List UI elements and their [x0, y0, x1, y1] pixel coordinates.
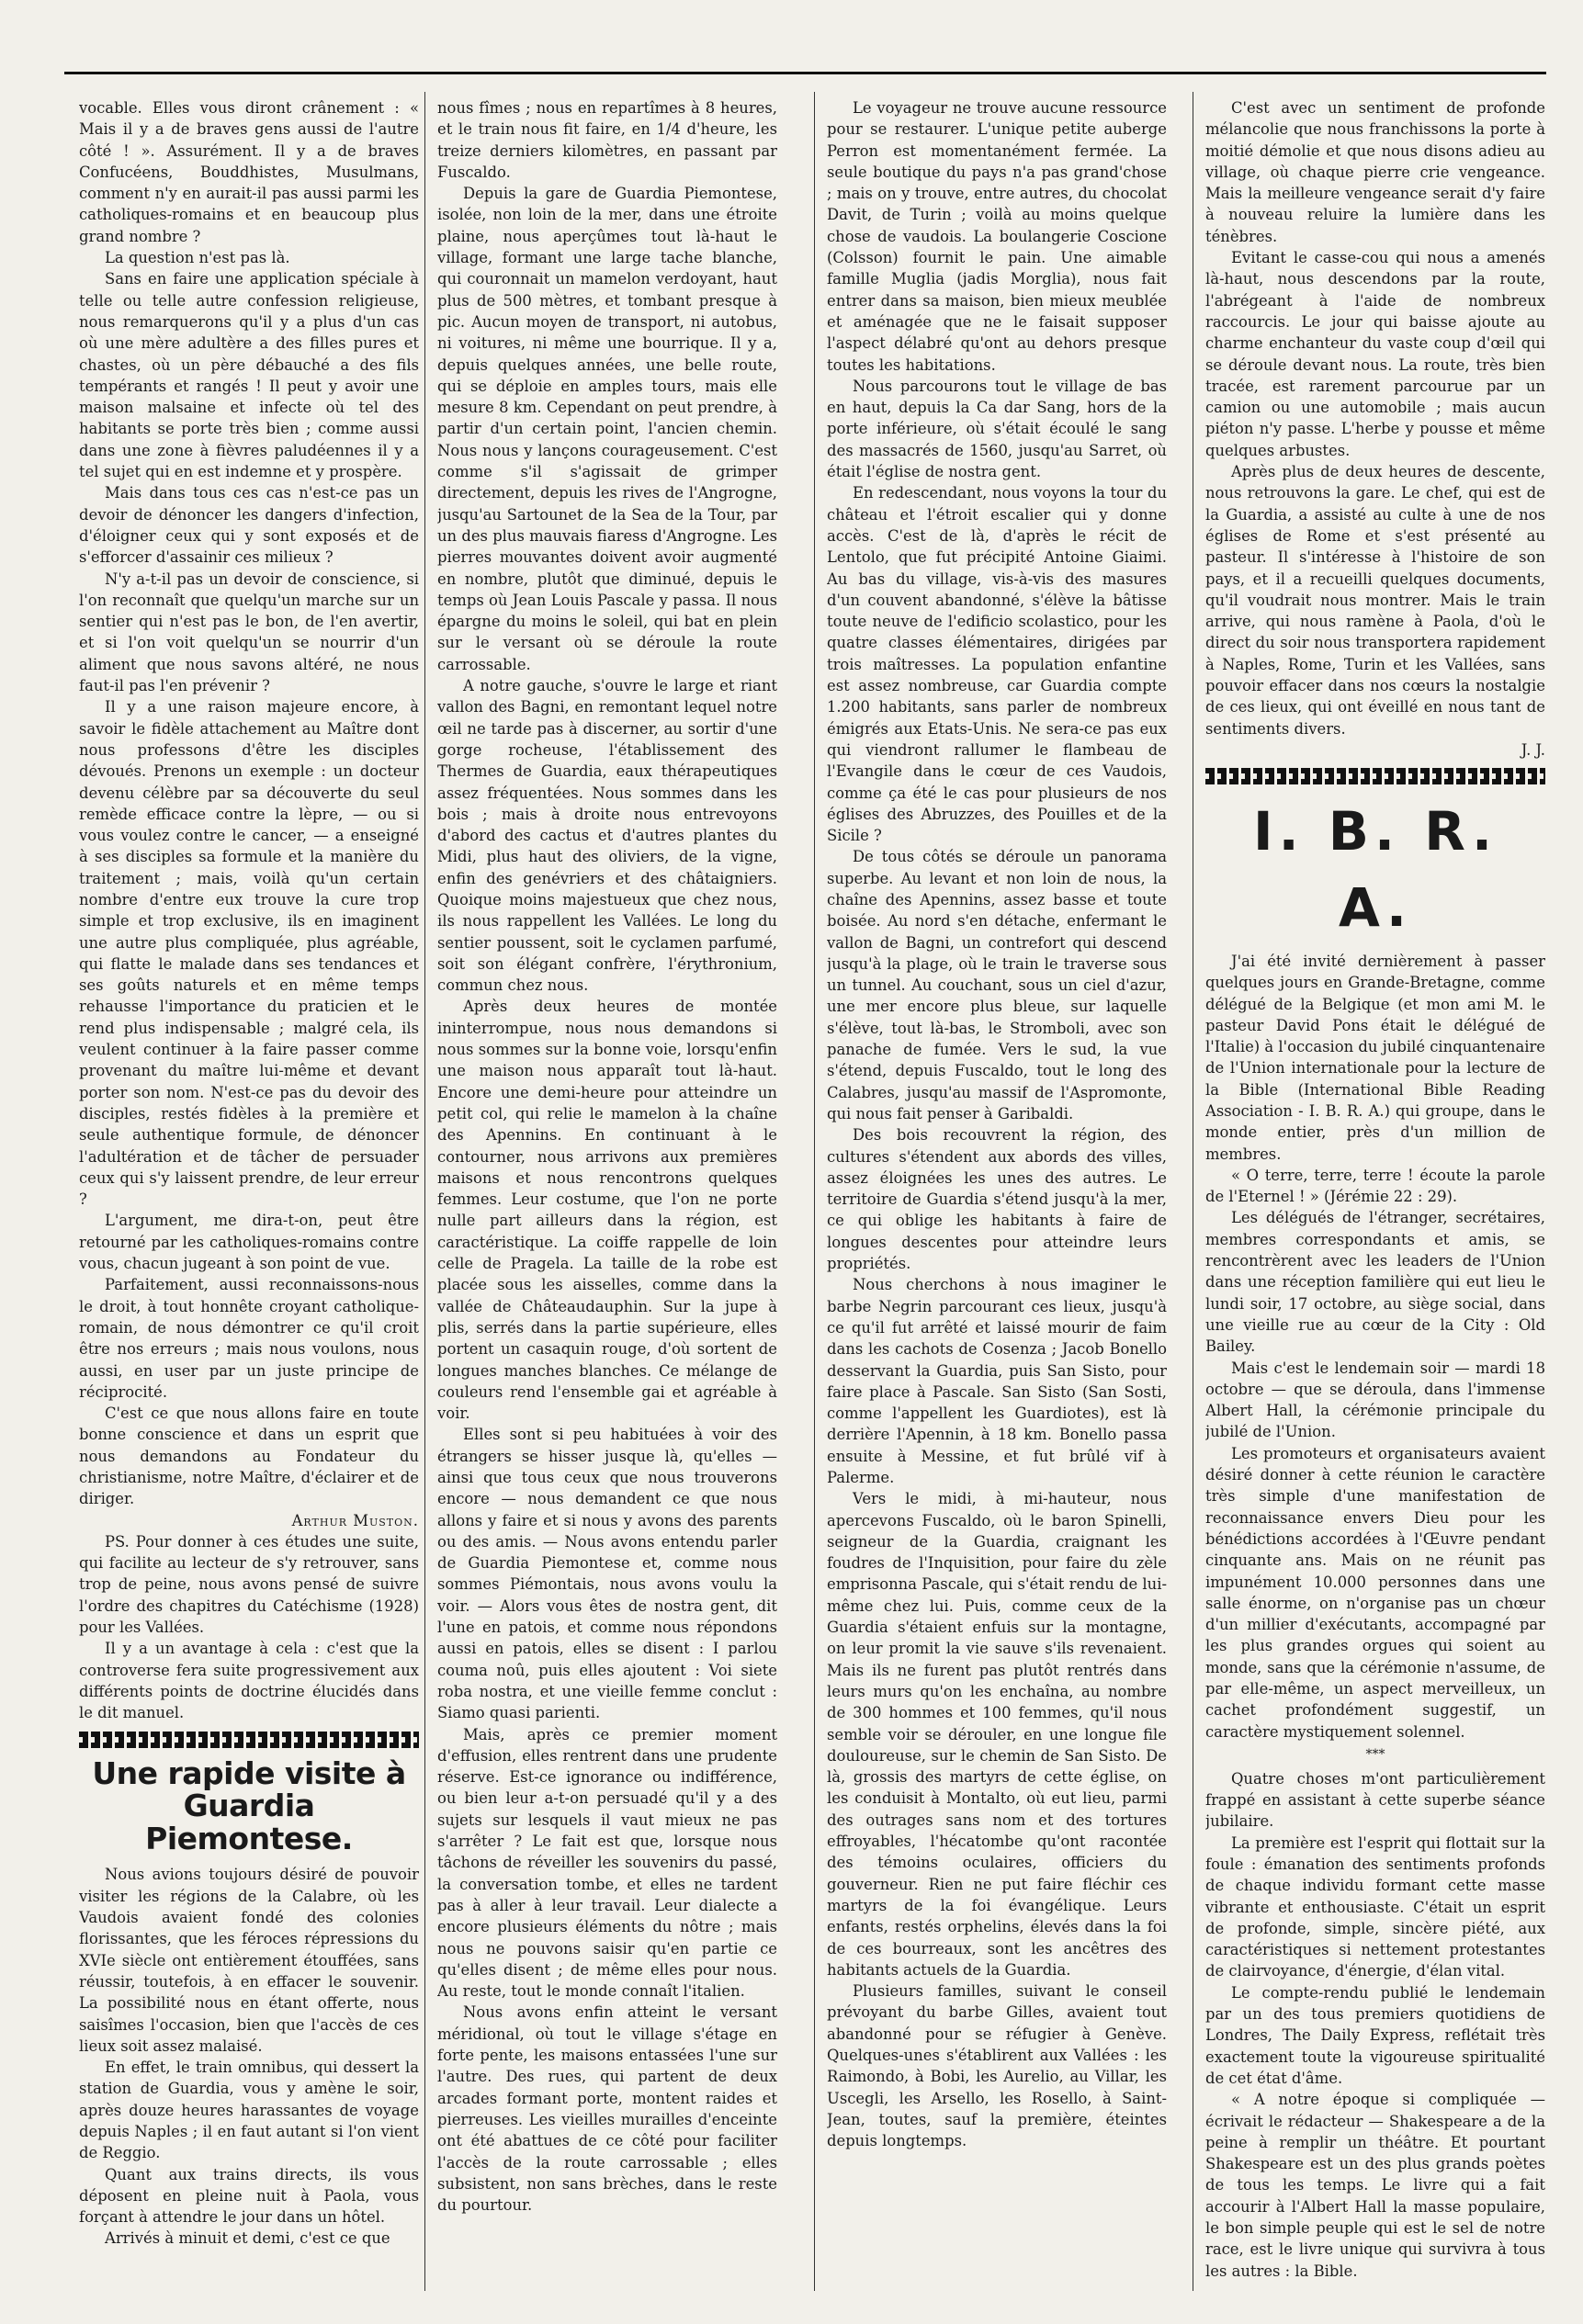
paragraph: « A notre époque si compliquée — écrivait le rédacteur — Shakespeare a de la peine à remplir un théâtre. Et pourtant Shakespeare est un des plus grands poètes de tous les temps. Le livre qui a fait accourir à l'Albert Hall la masse populaire, le bon simple peuple qui est le sel de notre race, est le livre unique qui survivra à tous les autres : la Bible. — [1205, 2091, 1545, 2280]
ornamental-border — [1205, 768, 1545, 784]
paragraph: J'ai été invité dernièrement à passer quelques jours en Grande-Bretagne, comme délégué de la Belgique (et mon ami M. le pasteur David Pons était le délégué de l'Italie) à l'occasion du jubilé cinquantenaire de l'Union internationale pour la lecture de la Bible (International Bible Reading Association - I. B. R. A.) qui groupe, dans le monde entier, près d'un million de membres. — [1205, 952, 1545, 1163]
paragraph: Arrivés à minuit et demi, c'est ce que — [105, 2229, 390, 2248]
paragraph: Nous avons enfin atteint le versant méridional, où tout le village s'étage en forte pente, les maisons entassées l'une sur l'autre. Des rues, qui partent de deux arcades formant porte, montent raides et pierreuses. Les vieilles murailles d'enceinte ont été abattues de ce côté pour faciliter l'accès de la route carrossable ; elles subsistent, non sans brèches, dans le reste du pourtour. — [437, 2003, 777, 2215]
paragraph: Après deux heures de montée ininterrompue, nous nous demandons si nous sommes sur la bonne voie, lorsqu'enfin une maison nous apparaît tout là-haut. Encore une demi-heure pour atteindre un petit col, qui relie le mamelon à la chaîne des Apennins. En continuant à le contourner, nous arrivons aux premières maisons et nous rencontrons quelques femmes. Leur costume, que l'on ne porte nulle part ailleurs dans la région, est caractéristique. La coiffe rappelle de loin celle de Pragela. La taille de la robe est placée sous les aisselles, comme dans la vallée de Châteaudauphin. Sur la jupe à plis, serrés dans la partie supérieure, elles portent un casaquin rouge, d'où sortent de longues manches blanches. Ce mélange de couleurs rend l'ensemble gai et agréable à voir. — [437, 998, 777, 1423]
paragraph: En redescendant, nous voyons la tour du château et l'étroit escalier qui y donne accès. C'est de là, d'après le récit de Lentolo, que fut précipité Antoine Giaimi. Au bas du village, vis-à-vis des masures d'un couvent abandonné, s'élève la bâtisse toute neuve de l'edificio scolastico, pour les quatre classes élémentaires, dirigées par trois maîtresses. La population enfantine est assez nombreuse, car Guardia compte 1.200 habitants, sans parler de nombreux émigrés aux Etats-Unis. Ne sera-ce pas eux qui viendront rallumer le flambeau de l'Evangile dans le cœur de ces Vaudois, comme ça été le cas pour plusieurs de nos églises des Abruzzes, des Pouilles et de la Sicile ? — [827, 484, 1167, 845]
paragraph: L'argument, me dira-t-on, peut être retourné par les catholiques-romains contre vous, chacun jugeant à son point de vue. — [79, 1212, 419, 1273]
paragraph: Les délégués de l'étranger, secrétaires, membres correspondants et amis, se rencontrèrent avec les leaders de l'Union dans une réception familière qui eut lieu le lundi soir, 17 octobre, au siège social, dans une vieille rue au cœur de la City : Old Bailey. — [1205, 1209, 1545, 1356]
paragraph: nous fîmes ; nous en repartîmes à 8 heures, et le train nous fit faire, en 1/4 d'heure, les treize derniers kilomètres, en passant par Fuscaldo. — [437, 99, 777, 181]
article-headline: I. B. R. A. — [1252, 800, 1498, 939]
column-divider — [814, 92, 815, 2291]
paragraph: C'est ce que nous allons faire en toute bonne conscience et dans un esprit que nous demandons au Fondateur du christianisme, notre Maître, d'éclairer et de diriger. — [79, 1405, 419, 1508]
paragraph: Il y a une raison majeure encore, à savoir le fidèle attachement au Maître dont nous professons d'être les disciples dévoués. Prenons un exemple : un docteur devenu célèbre par sa découverte du seul remède efficace contre la lèpre, — ou si vous voulez contre le cancer, — a enseigné à ses disciples sa formule et la manière du traitement ; mais, voilà qu'un certain nombre d'entre eux trouve la cure trop simple et trop exclusive, ils en imaginent une autre plus compliquée, plus agréable, qui flatte le malade dans ses tendances et ses goûts naturels et en même temps rehausse l'importance du praticien et le rend plus indispensable ; malgré cela, ils veulent continuer à la faire passer comme provenant du maître lui-même et devant porter son nom. N'est-ce pas du devoir des disciples, restés fidèles à la première et seule authentique formule, de dénoncer l'adultération et de tâcher de persuader ceux qui s'y laissent prendre, de leur erreur ? — [79, 698, 419, 1209]
paragraph: Evitant le casse-cou qui nous a amenés là-haut, nous descendons par la route, l'abrégeant à l'aide de nombreux raccourcis. Le jour qui baisse ajoute au charme enchanteur du vaste coup d'œil qui se déroule devant nous. La route, très bien tracée, est rarement parcourue par un camion ou une automobile ; mais aucun piéton n'y passe. L'herbe y pousse et même quelques arbustes. — [1205, 249, 1545, 459]
author-signature: Arthur Muston. — [291, 1511, 419, 1529]
paragraph: Elles sont si peu habituées à voir des étrangers se hisser jusque là, qu'elles — ainsi que tous ceux que nous trouverons encore — nous demandent ce que nous allons y faire et si nous y avons des parents ou des amis. — Nous avons entendu parler de Guardia Piemontese et, comme nous sommes Piémontais, nous avons voulu la voir. — Alors vous êtes de nostra gent, dit l'une en patois, et comme nous répondons aussi en patois, elles se disent : I parlou couma noû, puis elles ajoutent : Voi siete roba nostra, et une vieille femme conclut : Siamo quasi parienti. — [437, 1426, 777, 1722]
paragraph: Mais, après ce premier moment d'effusion, elles rentrent dans une prudente réserve. Est-ce ignorance ou indifférence, ou bien leur a-t-on persuadé qu'il y a des sujets sur lesquels il vaut mieux ne pas s'arrêter ? Le fait est que, lorsque nous tâchons de réveiller les souvenirs du passé, la conversation tombe, et elles ne tardent pas à aller à leur travail. Leur dialecte a encore plusieurs éléments du nôtre ; mais nous ne pouvons saisir qu'en partie ce qu'elles disent ; de même elles pour nous. Au reste, tout le monde connaît l'italien. — [437, 1725, 777, 2001]
paragraph: Plusieurs familles, suivant le conseil prévoyant du barbe Gilles, avaient tout abandonné pour se réfugier à Genève. Quelques-unes s'établirent aux Vallées : les Raimondo, à Bobi, les Aurelio, au Villar, les Uscegli, les Arsello, les Rosello, à Saint-Jean, toutes, sauf la première, éteintes depuis longtemps. — [827, 1982, 1167, 2150]
paragraph: Quant aux trains directs, ils vous déposent en pleine nuit à Paola, vous forçant à attendre le jour dans un hôtel. — [79, 2165, 419, 2227]
ornamental-border — [79, 1732, 419, 1748]
paragraph: N'y a-t-il pas un devoir de conscience, si l'on reconnaît que quelqu'un marche sur un sentier qui n'est pas le bon, de l'en avertir, et si l'on voit quelqu'un se nourrir d'un aliment que nous savons altéré, ne nous faut-il pas l'en prévenir ? — [79, 570, 419, 695]
column-4 — [1205, 97, 1545, 2296]
paragraph: Depuis la gare de Guardia Piemontese, isolée, non loin de la mer, dans une étroite plaine, nous aperçûmes tout là-haut le village, formant une large tache blanche, qui couronnait un mamelon verdoyant, haut plus de 500 mètres, et tombant presque à pic. Aucun moyen de transport, ni autobus, ni voitures, ni même une bourrique. Il y a, depuis quelques années, une belle route, qui se déploie en amples tours, mais elle mesure 8 km. Cependant on peut prendre, à partir d'un certain point, l'ancien chemin. Nous nous y lançons courageusement. C'est comme s'il s'agissait de grimper directement, depuis les rives de l'Angrogne, jusqu'au Sartounet de la Sea de la Tour, par un des plus mauvais fiaress d'Angrogne. Les pierres mouvantes doivent avoir augmenté en nombre, plutôt que diminué, depuis le temps où Jean Louis Pascale y passa. Il nous épargne du moins le soleil, qui bat en plein sur le versant où se déroule la route carrossable. — [437, 185, 777, 673]
paragraph: Le voyageur ne trouve aucune ressource pour se restaurer. L'unique petite auberge Perron est momentanément fermée. La seule boutique du pays n'a pas grand'chose ; mais on y trouve, entre autres, du chocolat Davit, de Turin ; voilà au moins quelque chose de vaudois. La boulangerie Coscione (Colsson) fournit le pain. Une aimable famille Muglia (jadis Morglia), nous fait entrer dans sa maison, bien mieux meublée et aménagée que ne le faisait supposer l'aspect délabré qu'ont au dehors presque toutes les habitations. — [827, 99, 1167, 374]
author-signature: J. J. — [1521, 740, 1545, 759]
paragraph: Sans en faire une application spéciale à telle ou telle autre confession religieuse, nous remarquerons qu'il y a plus d'un cas où une mère adultère a des filles pures et chastes, où un père débauché a des fils tempérants et rangés ! Il peut y avoir une maison malsaine et infecte où tel des habitants se porte très bien ; comme aussi dans une zone à fièvres paludéennes il y a tel sujet qui en est indemne et y prospère. — [79, 270, 419, 481]
paragraph: « O terre, terre, terre ! écoute la parole de l'Eternel ! » (Jérémie 22 : 29). — [1205, 1166, 1545, 1206]
paragraph: Il y a un avantage à cela : c'est que la controverse fera suite progressivement aux différents points de doctrine élucidés dans le dit manuel. — [79, 1640, 419, 1722]
paragraph: Nous cherchons à nous imaginer le barbe Negrin parcourant ces lieux, jusqu'à ce qu'il fut arrêté et laissé mourir de faim dans les cachots de Cosenza ; Jacob Bonello desservant la Guardia, puis San Sisto, pour faire place à Pascale. San Sisto (San Sosti, comme l'appellent les Guardiotes), est là derrière l'Apennin, à 18 km. Bonello passa ensuite à Messine, et fut brûlé vif à Palerme. — [827, 1276, 1167, 1486]
paragraph: Nous parcourons tout le village de bas en haut, depuis la Ca dar Sang, hors de la porte inférieure, où s'était écoulé le sang des massacrés de 1560, jusqu'au Sarret, où était l'église de nostra gent. — [827, 377, 1167, 481]
paragraph: Mais dans tous ces cas n'est-ce pas un devoir de dénoncer les dangers d'infection, d'éloigner ceux qui y sont exposés et de s'efforcer d'assainir ces milieux ? — [79, 484, 419, 567]
column-1 — [79, 97, 419, 2296]
paragraph: vocable. Elles vous diront crânement : « Mais il y a de braves gens aussi de l'autre côté ! ». Assurément. Il y a de braves Confucéens, Bouddhistes, Musulmans, comment n'y en aurait-il pas aussi parmi les catholiques-romains et en beaucoup plus grand nombre ? — [79, 99, 419, 245]
paragraph: En effet, le train omnibus, qui dessert la station de Guardia, vous y amène le soir, après douze heures harassantes de voyage depuis Naples ; il en faut autant si l'on vient de Reggio. — [79, 2059, 419, 2162]
paragraph: Vers le midi, à mi-hauteur, nous apercevons Fuscaldo, où le baron Spinelli, seigneur de la Guardia, craignant les foudres de l'Inquisition, pour faire du zèle emprisonna Pascale, qui s'était rendu de lui-même chez lui. Puis, comme ceux de la Guardia s'étaient enfuis sur la montagne, on leur promit la vie sauve s'ils revenaient. Mais ils ne furent pas plutôt rentrés dans leurs murs qu'on les enchaîna, au nombre de 300 hommes et 100 femmes, qu'il nous semble voir se dérouler, en une longue file douloureuse, sur le chemin de San Sisto. De là, grossis des martyrs de cette église, on les conduisit à Montalto, où eut lieu, parmi des outrages sans nom et des tortures effroyables, l'hécatombe qu'ont racontée des témoins oculaires, officiers du gouverneur. Rien ne put faire fléchir ces martyrs de la foi évangélique. Leurs enfants, restés orphelins, élevés dans la foi de ces bourreaux, sont les ancêtres des habitants actuels de la Guardia. — [827, 1490, 1167, 1979]
paragraph: Des bois recouvrent la région, des cultures s'étendent aux abords des villes, assez éloignées les unes des autres. Le territoire de Guardia s'étend jusqu'à la mer, ce qui oblige les habitants à faire de longues descentes pour atteindre leurs propriétés. — [827, 1126, 1167, 1273]
paragraph: Après plus de deux heures de descente, nous retrouvons la gare. Le chef, qui est de la Guardia, a assisté au culte à une de nos églises de Rome et s'est présenté au pasteur. Il s'intéresse à l'histoire de son pays, et il a recueilli quelques documents, qu'il voudrait nous montrer. Mais le train arrive, qui nous ramène à Paola, d'où le direct du soir nous transportera rapidement à Naples, Rome, Turin et les Vallées, sans pouvoir effacer dans nos cœurs la nostalgie de ces lieux, qui ont éveillé en nous tant de sentiments divers. — [1205, 463, 1545, 738]
paragraph: La question n'est pas là. — [105, 249, 290, 267]
paragraph: PS. Pour donner à ces études une suite, qui facilite au lecteur de s'y retrouver, sans trop de peine, nous avons pensé de suivre l'ordre des chapitres du Catéchisme (1928) pour les Vallées. — [79, 1532, 419, 1637]
paragraph: C'est avec un sentiment de profonde mélancolie que nous franchissons la porte à moitié démolie et que nous disons adieu au village, où chaque pierre crie vengeance. Mais la meilleure vengeance serait d'y faire à nouveau reluire la lumière dans les ténèbres. — [1205, 99, 1545, 245]
paragraph: Les promoteurs et organisateurs avaient désiré donner à cette réunion le caractère très simple d'une manifestation de reconnaissance envers Dieu pour les bénédictions accordées à l'Œuvre pendant cinquante ans. Mais on ne réunit pas impunément 10.000 personnes dans une salle énorme, on n'organise pas un chœur d'un millier d'exécutants, accompagné par les plus grandes orgues qui soient au monde, sans que la cérémonie n'assume, de par elle-même, un aspect merveilleux, un cachet profondément suggestif, un caractère mystiquement solennel. — [1205, 1444, 1545, 1741]
paragraph: Quatre choses m'ont particulièrement frappé en assistant à cette superbe séance jubilaire. — [1205, 1769, 1545, 1831]
paragraph: De tous côtés se déroule un panorama superbe. Au levant et non loin de nous, la chaîne des Apennins, assez basse et toute boisée. Au nord s'en détache, enfermant le vallon de Bagni, un contrefort qui descend jusqu'à la plage, où le train le traverse sous un tunnel. Au couchant, sous un ciel d'azur, une mer encore plus bleue, sur laquelle s'élève, tout là-bas, le Stromboli, avec son panache de fumée. Vers le sud, la vue s'étend, depuis Fuscaldo, tout le long des Calabres, jusqu'au massif de l'Aspromonte, qui nous fait penser à Garibaldi. — [827, 848, 1167, 1123]
paragraph: A notre gauche, s'ouvre le large et riant vallon des Bagni, en remontant lequel notre œil ne tarde pas à discerner, au sortir d'une gorge rocheuse, l'établissement des Thermes de Guardia, eaux thérapeutiques assez fréquentées. Nous sommes dans les bois ; mais à droite nous entrevoyons d'abord des cactus et d'autres plantes du Midi, plus haut des oliviers, de la vigne, enfin des genévriers et des châtaigniers. Quoique moins majestueux que chez nous, ils nous rappellent les Vallées. Le long du sentier poussent, soit le cyclamen parfumé, soit son élégant confrère, l'érythronium, commun chez nous. — [437, 677, 777, 995]
paragraph: Le compte-rendu publié le lendemain par un des tous premiers quotidiens de Londres, The Daily Express, reflétait très exactement toute la vigoureuse spiritualité de cet état d'âme. — [1205, 1983, 1545, 2087]
paragraph: Nous avions toujours désiré de pouvoir visiter les régions de la Calabre, où les Vaudois avaient fondé des colonies florissantes, que les féroces répressions du XVIe siècle ont entièrement étouffées, sans réussir, toutefois, à en effacer le souvenir. La possibilité nous en étant offerte, nous saisîmes l'occasion, bien que l'accès de ces lieux soit assez malaisé. — [79, 1866, 419, 2055]
paragraph: Mais c'est le lendemain soir — mardi 18 octobre — que se déroula, dans l'immense Albert Hall, la cérémonie principale du jubilé de l'Union. — [1205, 1359, 1545, 1441]
section-stars: *** — [1365, 1746, 1385, 1762]
top-rule — [64, 72, 1546, 74]
column-3 — [827, 97, 1167, 2296]
paragraph: Parfaitement, aussi reconnaissons-nous le droit, à tout honnête croyant catholique-romain, de nous démontrer ce qu'il croit être nos erreurs ; mais nous voulons, nous aussi, en user par un juste principe de réciprocité. — [79, 1276, 419, 1401]
article-headline: Une rapide visite à Guardia Piemontese. — [92, 1754, 406, 1856]
column-divider — [424, 92, 425, 2291]
column-2 — [437, 97, 777, 2296]
paragraph: La première est l'esprit qui flottait sur la foule : émanation des sentiments profonds de chaque individu formant cette masse vibrante et enthousiaste. C'était un esprit de profonde, simple, sincère piété, aux caractéristiques si nettement protestantes de clairvoyance, d'énergie, d'élan vital. — [1205, 1833, 1545, 1980]
